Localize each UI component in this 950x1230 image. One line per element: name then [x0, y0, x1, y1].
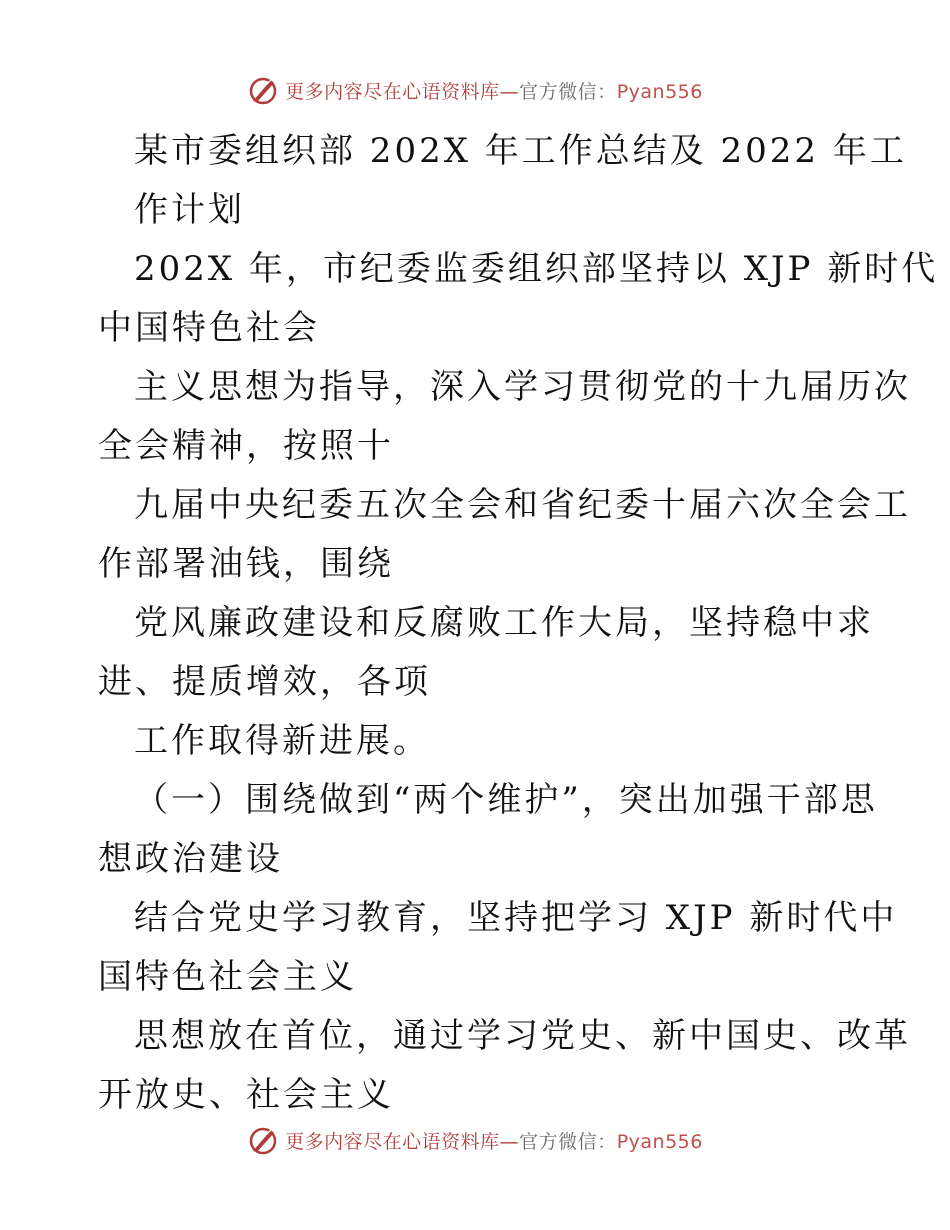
doc-line: 全会精神，按照十 — [98, 426, 394, 466]
watermark-text: 更多内容尽在心语资料库—官方微信：Pyan556 — [285, 80, 703, 103]
doc-line: 工作取得新进展。 — [134, 721, 430, 761]
watermark-text: 更多内容尽在心语资料库—官方微信：Pyan556 — [285, 1130, 703, 1153]
doc-line: 某市委组织部 202X 年工作总结及 2022 年工 — [134, 131, 907, 171]
quill-badge-icon — [247, 1124, 279, 1156]
doc-line: 作部署油钱，围绕 — [98, 544, 394, 584]
doc-line: 想政治建设 — [98, 839, 283, 879]
document-body — [98, 122, 939, 1125]
doc-line: 主义思想为指导，深入学习贯彻党的十九届历次 — [134, 367, 911, 407]
doc-line: 作计划 — [134, 190, 245, 230]
doc-line: 九届中央纪委五次全会和省纪委十届六次全会工 — [134, 485, 911, 525]
doc-line: 开放史、社会主义 — [98, 1075, 394, 1115]
footer-watermark — [0, 1120, 950, 1160]
quill-badge-icon — [247, 74, 279, 106]
doc-line: 党风廉政建设和反腐败工作大局，坚持稳中求 — [134, 603, 874, 643]
doc-line: （一）围绕做到“两个维护”，突出加强干部思 — [134, 780, 878, 820]
doc-line: 结合党史学习教育，坚持把学习 XJP 新时代中 — [134, 898, 898, 938]
doc-line: 思想放在首位，通过学习党史、新中国史、改革 — [134, 1016, 911, 1056]
doc-line: 国特色社会主义 — [98, 957, 357, 997]
doc-line: 中国特色社会 — [98, 308, 320, 348]
header-watermark — [0, 70, 950, 110]
doc-line: 进、提质增效，各项 — [98, 662, 431, 702]
doc-line: 202X 年，市纪委监委组织部坚持以 XJP 新时代 — [134, 249, 939, 289]
